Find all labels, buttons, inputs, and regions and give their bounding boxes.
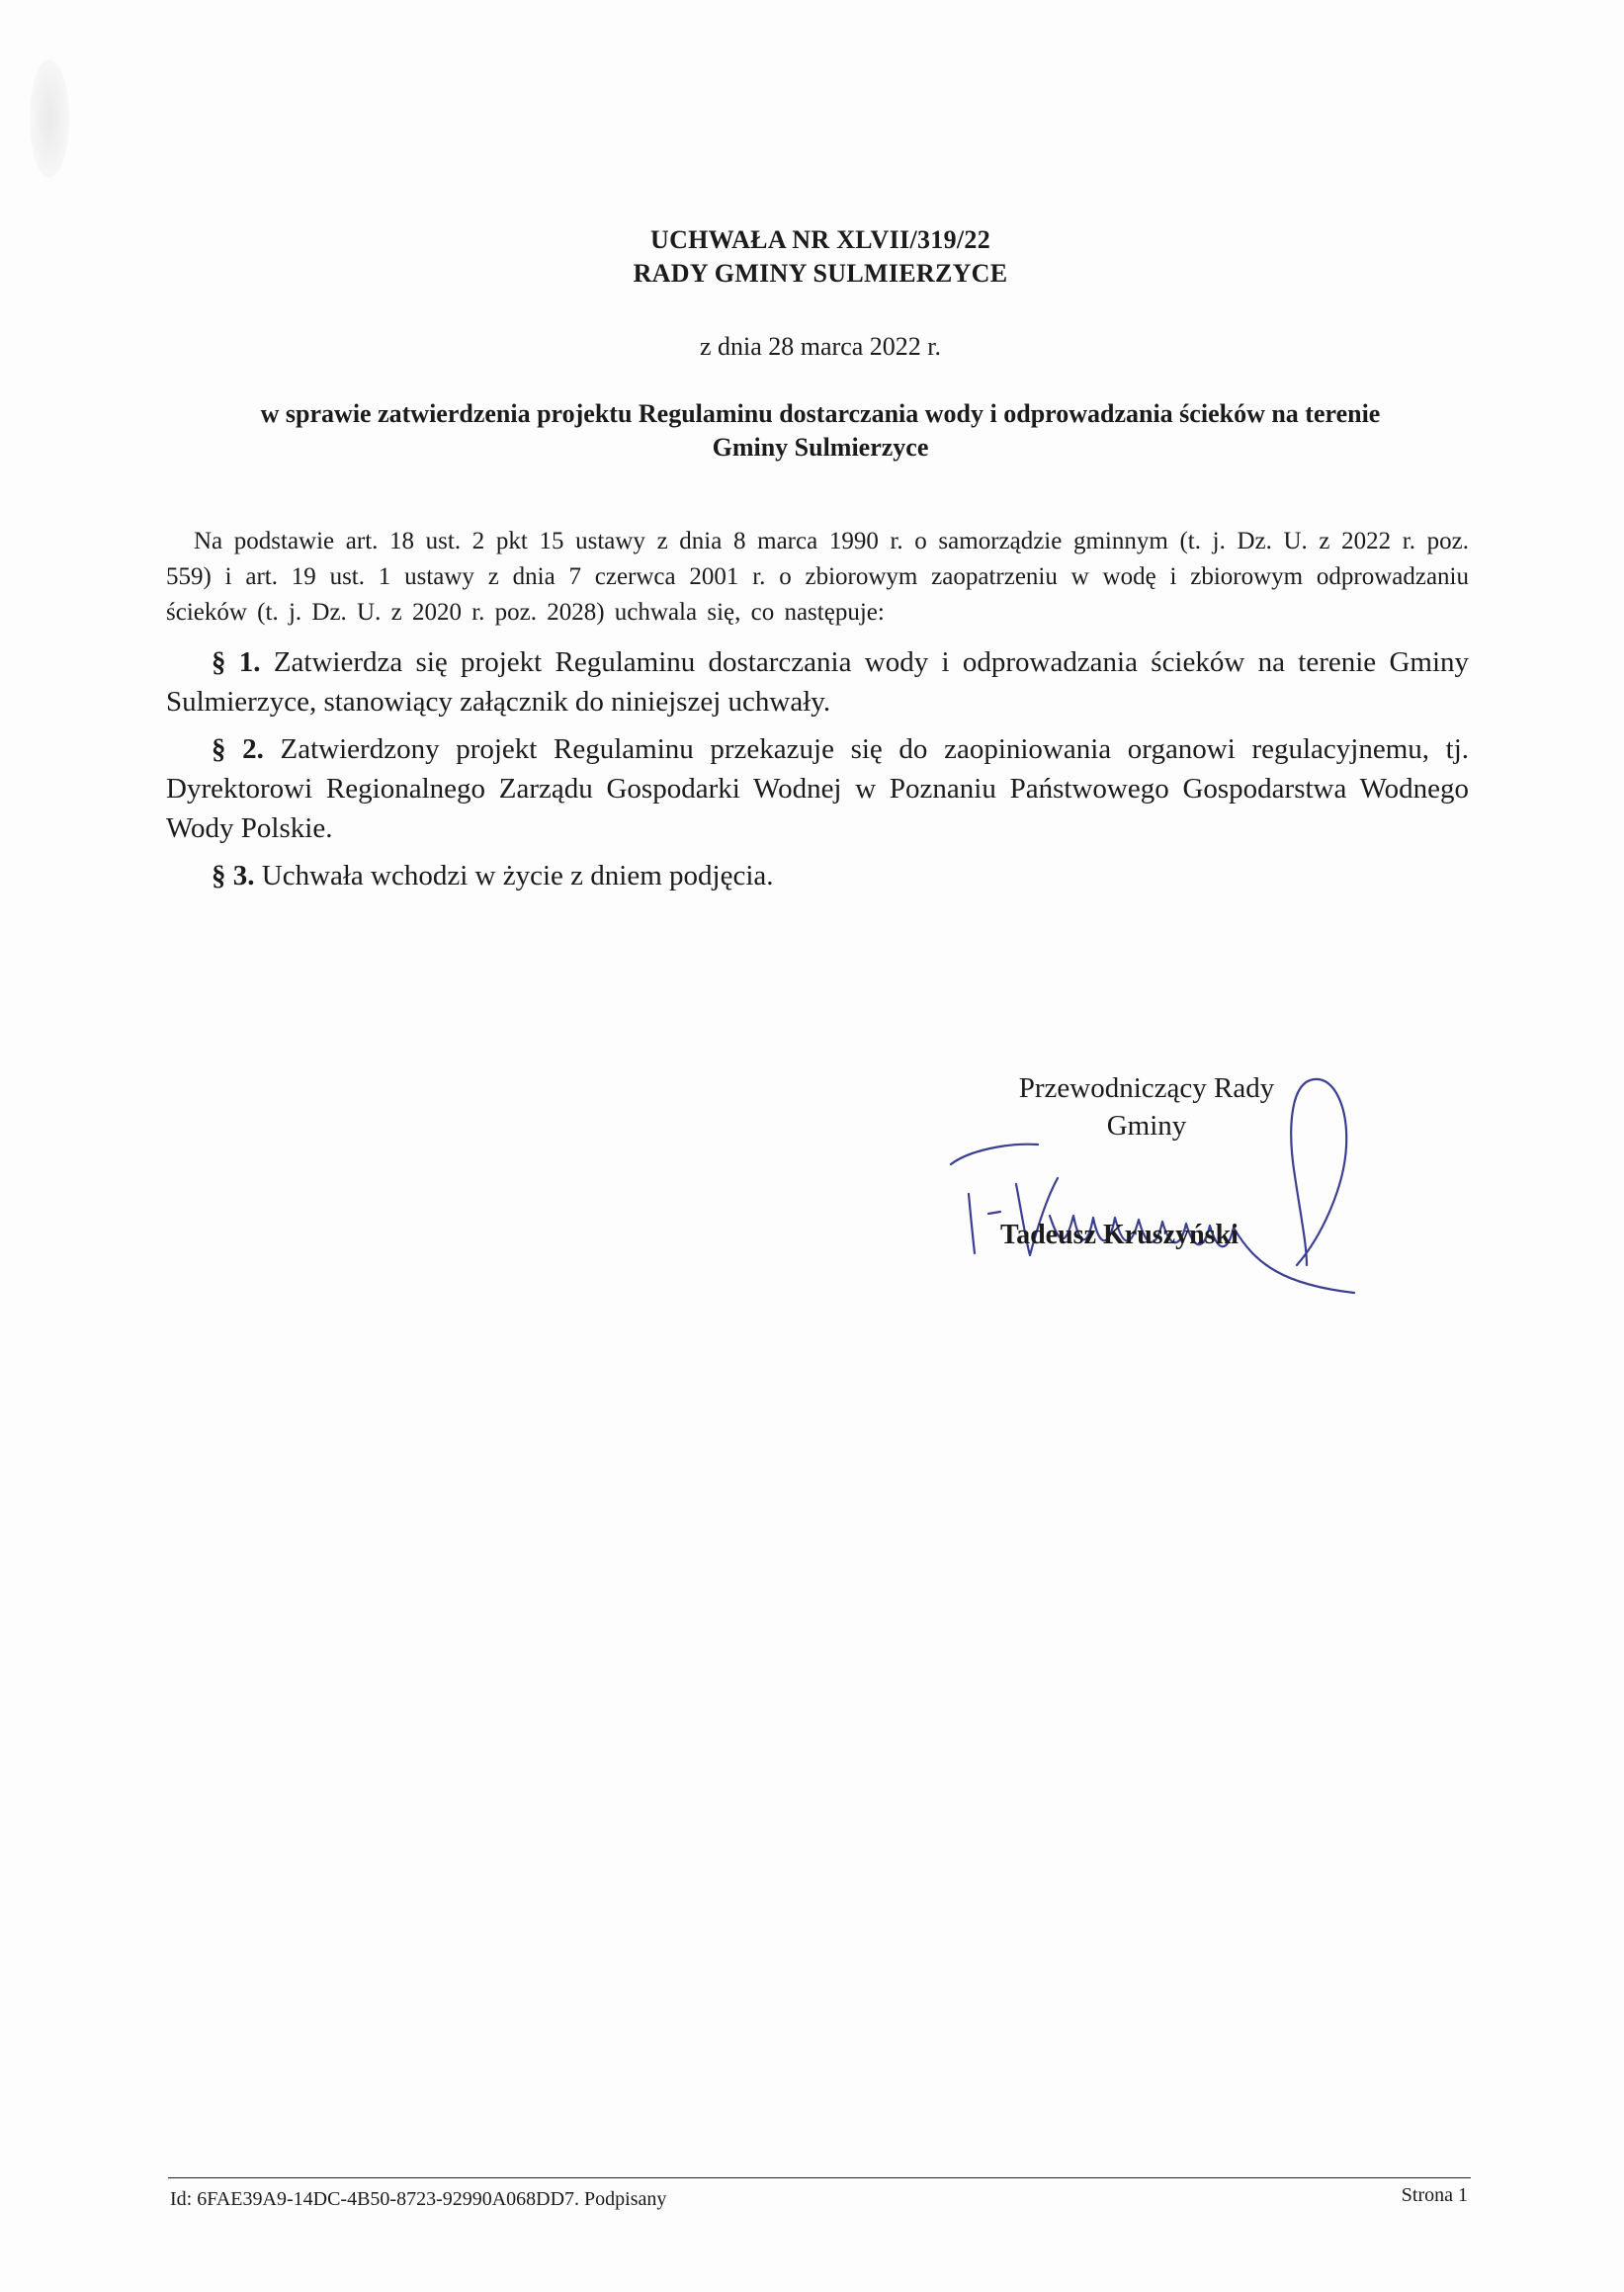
signatory-name: Tadeusz Kruszyński (1000, 1220, 1239, 1250)
resolution-date: z dnia 28 marca 2022 r. (699, 332, 942, 361)
document-header (168, 223, 1473, 291)
signatory-title-cont: Gminy (1106, 1110, 1187, 1142)
footer-divider (168, 2177, 1471, 2178)
signatory-title: Przewodniczący Rady (1018, 1072, 1275, 1104)
subject-line-2: Gminy Sulmierzyce (712, 433, 929, 462)
preamble: Na podstawie art. 18 ust. 2 pkt 15 ustawy z dnia 8 marca 1990 r. o samorządzie gminnym (t. j. Dz. U. z 2022 r. poz. 559) i art. 19 ust. 1 ustawy z dnia 7 czerwca 2001 r. o zbiorowym zaopatrzeniu w wodę i zbiorowym odprowadzaniu ścieków (t. j. Dz. U. z 2020 r. poz. 2028) uchwala się, co następuje: (166, 528, 1469, 626)
council-name: RADY GMINY SULMIERZYCE (633, 259, 1008, 288)
paragraph-text: Uchwała wchodzi w życie z dniem podjęcia. (261, 860, 774, 891)
paragraph-text: Zatwierdzony projekt Regulaminu przekazuje się do zaopiniowania organowi regulacyjnemu, tj. Dyrektorowi Regionalnego Zarządu Gospodarki Wodnej w Poznaniu Państwowego Gospodarstwa Wodnego Wody Polskie. (166, 733, 1470, 844)
paragraph-mark: § 3. (212, 860, 262, 891)
scan-artifact (30, 59, 69, 178)
paragraph-text: Zatwierdza się projekt Regulaminu dostarczania wody i odprowadzania ścieków na terenie Gminy Sulmierzyce, stanowiący załącznik do niniejszej uchwały. (166, 646, 1470, 718)
document-id: Id: 6FAE39A9-14DC-4B50-8723-92990A068DD7. Podpisany (170, 2188, 667, 2210)
paragraph-2 (166, 729, 1469, 848)
subject-line-1: w sprawie zatwierdzenia projektu Regulaminu dostarczania wody i odprowadzania ścieków na terenie (260, 399, 1381, 428)
paragraph-mark: § 1. (212, 646, 274, 678)
paragraph-3 (166, 856, 1469, 895)
paragraph-1 (166, 642, 1469, 722)
paragraph-mark: § 2. (212, 733, 281, 765)
handwritten-signature (939, 1067, 1413, 1295)
resolution-number: UCHWAŁA NR XLVII/319/22 (650, 225, 990, 254)
resolution-subject (168, 397, 1473, 465)
page-number: Strona 1 (1401, 2184, 1468, 2206)
